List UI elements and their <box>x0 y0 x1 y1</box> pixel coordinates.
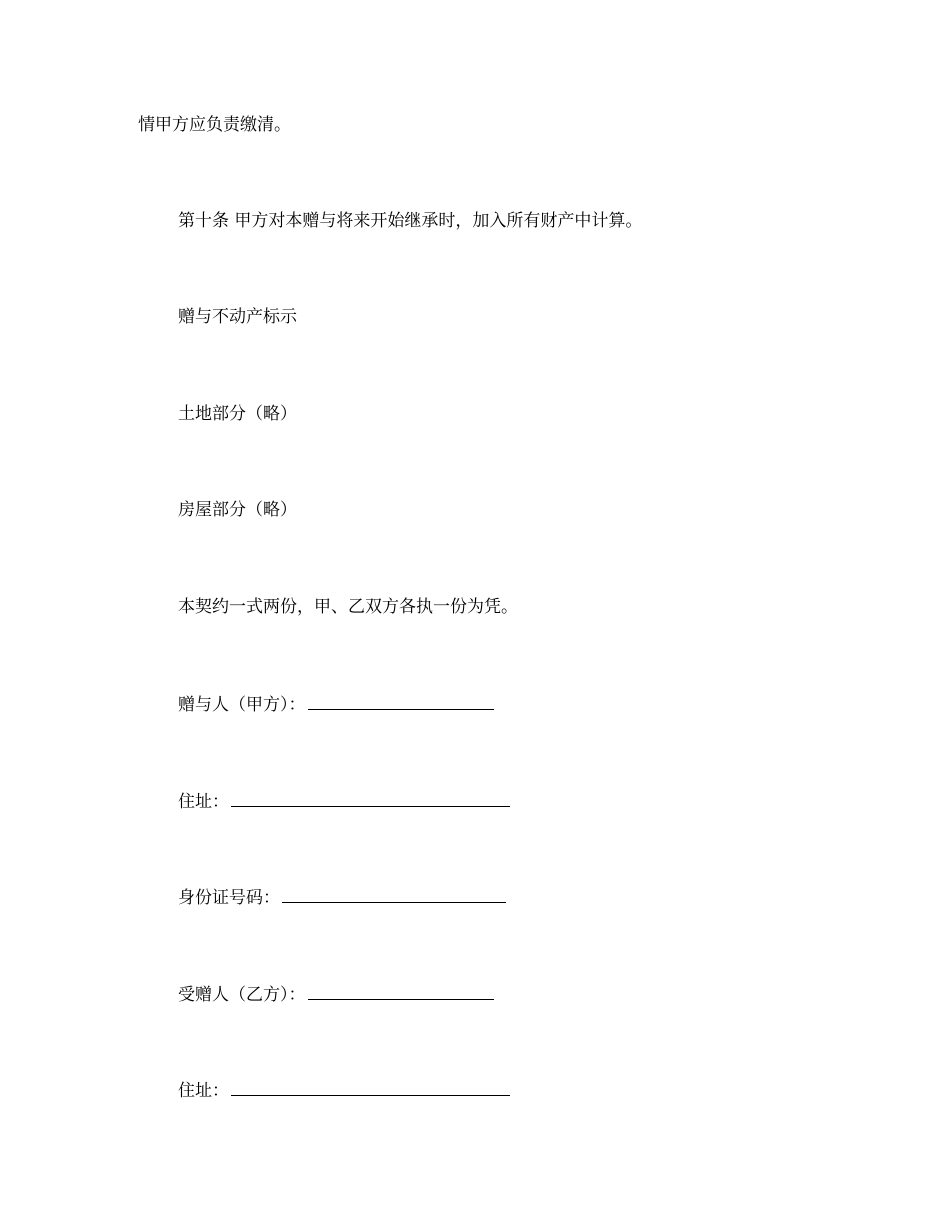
donor-id-blank-line[interactable] <box>282 885 506 903</box>
donee-label: 受赠人（乙方）： <box>178 985 306 1005</box>
donor-id-row <box>178 885 506 909</box>
donee-signature-row <box>178 982 494 1006</box>
land-section: 土地部分（略） <box>178 404 297 424</box>
paragraph-continuation: 情甲方应负责缴清。 <box>138 115 291 135</box>
donor-signature-row <box>178 692 494 716</box>
donee-address-blank-line[interactable] <box>231 1078 510 1096</box>
donor-address-label: 住址： <box>178 792 229 812</box>
donee-address-label: 住址： <box>178 1081 229 1101</box>
donor-label: 赠与人（甲方）： <box>178 695 306 715</box>
property-heading: 赠与不动产标示 <box>178 307 297 327</box>
donor-blank-line[interactable] <box>308 692 494 710</box>
copies-clause: 本契约一式两份，甲、乙双方各执一份为凭。 <box>178 597 518 617</box>
donee-address-row <box>178 1078 510 1102</box>
donor-id-label: 身份证号码： <box>178 888 280 908</box>
house-section: 房屋部分（略） <box>178 500 297 520</box>
donor-address-row <box>178 789 510 813</box>
article-ten: 第十条 甲方对本赠与将来开始继承时，加入所有财产中计算。 <box>178 211 643 231</box>
donee-blank-line[interactable] <box>308 982 494 1000</box>
donor-address-blank-line[interactable] <box>231 789 510 807</box>
